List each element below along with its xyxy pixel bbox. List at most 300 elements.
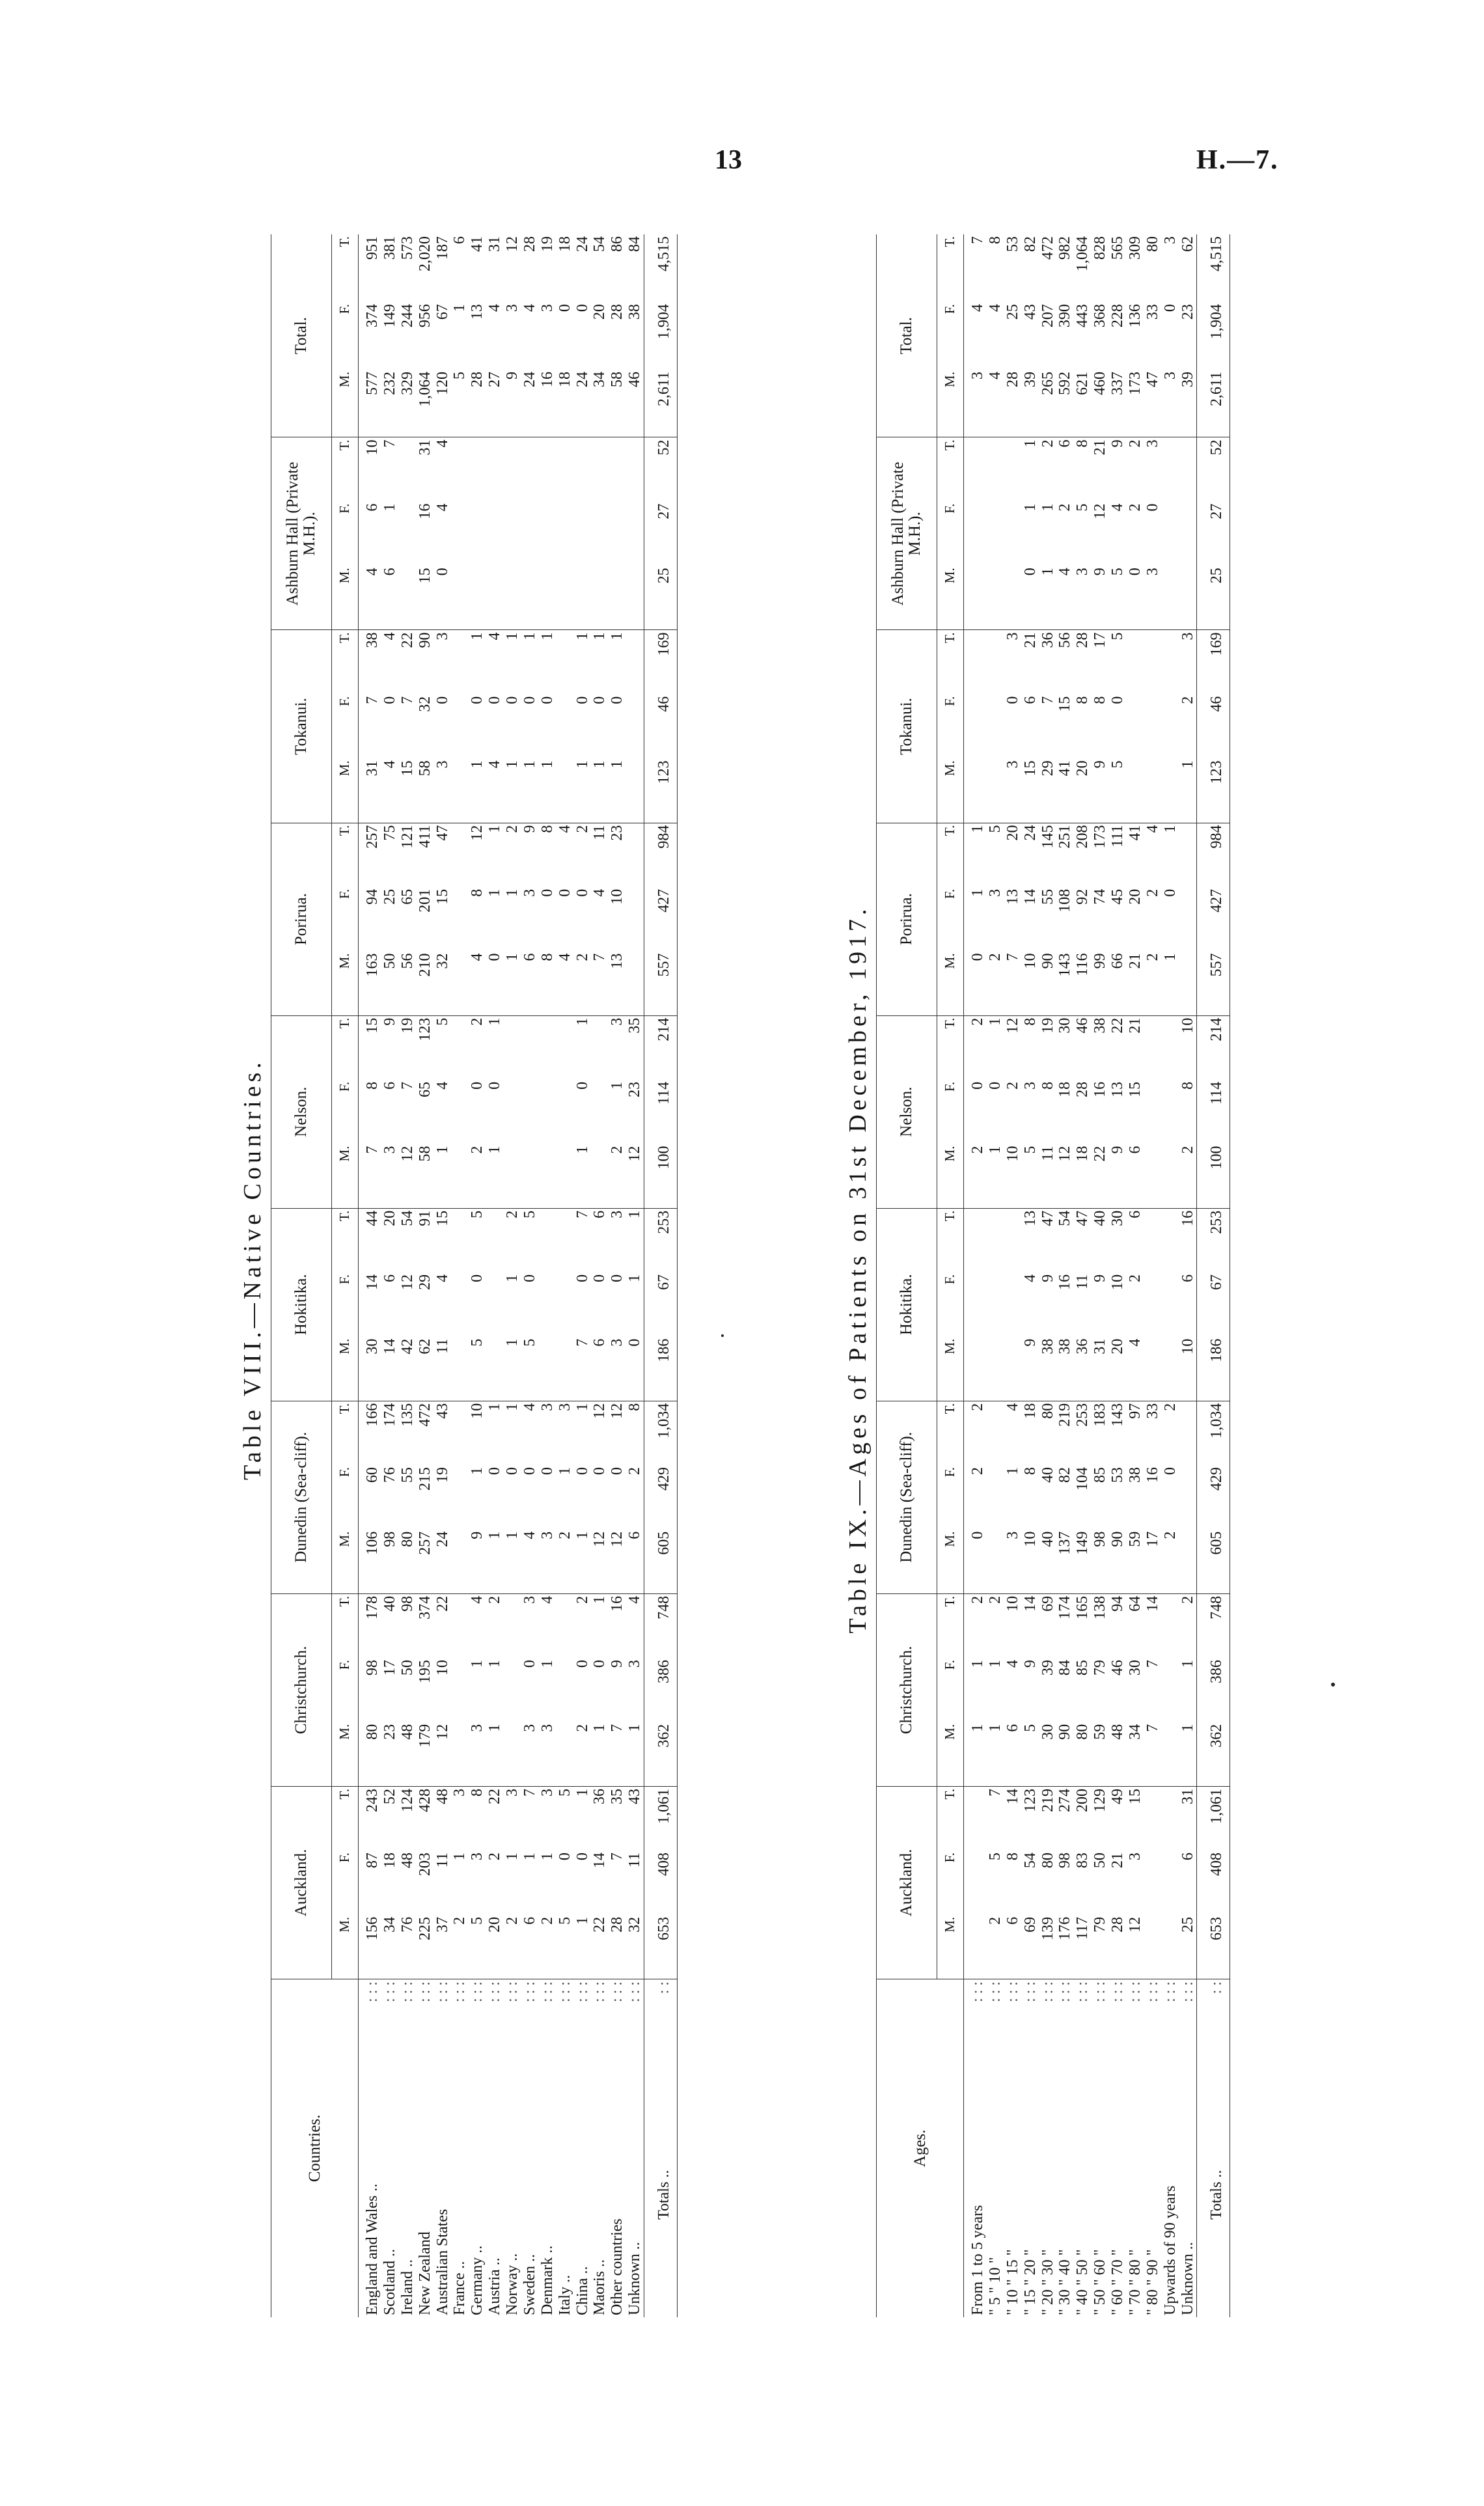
table-cell: 67 bbox=[433, 304, 451, 320]
table-viii-title: Table VIII.—Native Countries. bbox=[239, 1058, 266, 1480]
table-cell: 5 bbox=[1022, 1722, 1039, 1787]
table-cell: 12 bbox=[591, 1403, 609, 1419]
table-cell: 0 bbox=[573, 1660, 591, 1668]
table-cell: 174 bbox=[1056, 1595, 1074, 1619]
table-cell: 6 bbox=[1126, 1210, 1144, 1219]
table-cell: 59 bbox=[1092, 1722, 1109, 1787]
totals-cell: 253 bbox=[1197, 1208, 1230, 1273]
totals-cell: 984 bbox=[644, 823, 678, 887]
unit-header: Auckland. bbox=[877, 1786, 937, 1979]
table-cell: 44 bbox=[364, 1210, 381, 1226]
table-cell: 2 bbox=[574, 1722, 592, 1787]
unit-header: Nelson. bbox=[271, 1015, 332, 1208]
table-cell: 20 bbox=[1004, 825, 1021, 841]
table-cell: 0 bbox=[1127, 566, 1144, 630]
table-cell bbox=[486, 1273, 504, 1337]
table-cell: 8 bbox=[1074, 696, 1092, 704]
sex-subheader: T. bbox=[332, 437, 359, 502]
table-cell bbox=[451, 502, 469, 566]
table-cell: 1 bbox=[574, 1530, 592, 1594]
table-cell: 5 bbox=[469, 1337, 486, 1401]
table-cell: 16 bbox=[609, 1595, 626, 1612]
table-cell: 5 bbox=[521, 1210, 538, 1219]
table-cell: 1 bbox=[469, 632, 486, 640]
page-number: 13 bbox=[715, 145, 742, 175]
sex-subheader: T. bbox=[332, 1208, 359, 1273]
table-cell: 2 bbox=[986, 1595, 1004, 1604]
leader-dots: : : : bbox=[573, 1981, 591, 2003]
table-cell: 4 bbox=[359, 566, 381, 630]
table-cell: 8 bbox=[469, 1788, 486, 1797]
table-cell: 1 bbox=[986, 1017, 1004, 1026]
table-cell bbox=[1004, 566, 1022, 630]
table-cell: 11 bbox=[1074, 1274, 1092, 1290]
table-cell: 156 bbox=[359, 1915, 381, 1979]
table-cell: 32 bbox=[626, 1915, 644, 1979]
table-cell bbox=[451, 1080, 469, 1144]
table-row bbox=[451, 234, 469, 2317]
table-cell: 7 bbox=[986, 1788, 1004, 1797]
table-cell bbox=[964, 630, 987, 695]
table-cell: 3 bbox=[538, 1788, 556, 1797]
table-cell: 309 bbox=[1126, 236, 1144, 260]
table-cell: 4 bbox=[1021, 1274, 1039, 1282]
table-cell: 1 bbox=[969, 825, 986, 833]
table-cell bbox=[591, 502, 609, 566]
table-cell: 34 bbox=[381, 1915, 399, 1979]
table-cell: 0 bbox=[1144, 503, 1161, 512]
table-cell: 13 bbox=[1109, 1081, 1126, 1097]
table-cell bbox=[1179, 823, 1197, 887]
table-cell: 2 bbox=[1144, 951, 1162, 1015]
table-cell bbox=[556, 1722, 574, 1787]
table-row bbox=[1179, 234, 1197, 2317]
table-cell: 0 bbox=[591, 1660, 609, 1668]
table-cell: 0 bbox=[504, 696, 521, 704]
table-cell bbox=[1144, 630, 1162, 695]
table-cell bbox=[539, 1015, 556, 1080]
table-cell: 1 bbox=[486, 825, 504, 833]
row-label: Ireland .. bbox=[398, 2259, 416, 2315]
table-cell: 149 bbox=[1074, 1530, 1092, 1594]
table-cell: 5 bbox=[451, 370, 469, 437]
table-cell: 9 bbox=[1109, 439, 1126, 448]
table-cell bbox=[987, 566, 1004, 630]
table-cell: 4 bbox=[1004, 1660, 1021, 1668]
table-cell: 0 bbox=[381, 696, 398, 704]
totals-cell: 1,904 bbox=[1197, 302, 1230, 370]
table-cell: 5 bbox=[1022, 1144, 1039, 1209]
table-cell: 4 bbox=[1109, 503, 1126, 512]
table-cell bbox=[556, 758, 574, 823]
table-cell: 0 bbox=[521, 1467, 538, 1475]
table-cell: 16 bbox=[1056, 1274, 1074, 1290]
table-cell: 173 bbox=[1127, 370, 1144, 437]
table-cell: 17 bbox=[381, 1660, 398, 1676]
table-cell: 0 bbox=[591, 1274, 609, 1282]
table-cell: 3 bbox=[469, 1852, 486, 1861]
table-cell: 13 bbox=[469, 304, 486, 320]
print-speck bbox=[721, 1334, 724, 1337]
table-cell: 6 bbox=[626, 1530, 644, 1594]
table-cell: 0 bbox=[1022, 566, 1039, 630]
totals-cell: 4,515 bbox=[1197, 234, 1230, 302]
table-cell: 28 bbox=[1074, 1081, 1092, 1097]
table-cell: 8 bbox=[1021, 1017, 1039, 1026]
table-cell bbox=[1179, 1401, 1197, 1465]
table-cell: 2 bbox=[451, 1915, 469, 1979]
table-cell bbox=[626, 437, 644, 502]
table-cell: 0 bbox=[469, 1274, 486, 1282]
sex-subheader: M. bbox=[937, 1530, 964, 1594]
table-cell: 6 bbox=[521, 1915, 539, 1979]
table-cell: 28 bbox=[521, 236, 538, 252]
table-cell: 7 bbox=[573, 1210, 591, 1219]
table-cell: 0 bbox=[573, 888, 591, 897]
table-cell: 108 bbox=[1056, 888, 1074, 913]
table-cell: 1 bbox=[591, 758, 609, 823]
table-cell: 2 bbox=[969, 1403, 986, 1411]
table-cell: 30 bbox=[1126, 1660, 1144, 1676]
table-cell: 187 bbox=[433, 236, 451, 260]
table-cell: 9 bbox=[521, 825, 538, 833]
table-cell: 6 bbox=[1004, 1722, 1022, 1787]
table-cell: 1 bbox=[538, 632, 556, 640]
totals-cell: 748 bbox=[644, 1593, 678, 1658]
table-cell: 2 bbox=[1126, 1274, 1144, 1282]
sex-subheader: F. bbox=[937, 1080, 964, 1144]
table-cell: 215 bbox=[416, 1467, 433, 1491]
table-cell: 7 bbox=[1004, 951, 1022, 1015]
table-cell: 138 bbox=[1092, 1595, 1109, 1619]
table-cell: 1 bbox=[1179, 758, 1197, 823]
table-cell: 5 bbox=[556, 1788, 573, 1797]
unit-header: Total. bbox=[271, 234, 332, 437]
table-cell bbox=[539, 1208, 556, 1273]
table-cell: 48 bbox=[399, 1722, 417, 1787]
sex-subheader: T. bbox=[332, 1593, 359, 1658]
table-cell bbox=[1162, 758, 1179, 823]
unit-header: Dunedin (Sea-cliff). bbox=[877, 1401, 937, 1593]
table-cell: 1 bbox=[1004, 1466, 1021, 1475]
table-cell: 4 bbox=[381, 758, 399, 823]
sex-subheader: M. bbox=[937, 1337, 964, 1401]
table-cell: 91 bbox=[416, 1210, 433, 1226]
table-cell: 39 bbox=[1039, 1660, 1056, 1676]
table-cell: 1 bbox=[381, 503, 398, 512]
table-cell: 8 bbox=[1021, 1466, 1039, 1475]
table-cell bbox=[556, 1337, 574, 1401]
table-cell: 29 bbox=[416, 1274, 433, 1290]
table-cell: 8 bbox=[1092, 696, 1109, 704]
label-column-header: Ages. bbox=[877, 1979, 964, 2317]
table-cell: 4 bbox=[433, 439, 451, 448]
table-cell: 14 bbox=[1021, 1595, 1039, 1612]
table-row bbox=[539, 234, 556, 2317]
table-cell: 12 bbox=[609, 1530, 626, 1594]
table-cell: 6 bbox=[521, 951, 539, 1015]
table-cell: 265 bbox=[1039, 370, 1057, 437]
table-cell: 7 bbox=[609, 1852, 626, 1861]
table-cell: 390 bbox=[1056, 304, 1074, 328]
table-cell: 86 bbox=[609, 236, 626, 252]
table-cell bbox=[1162, 1593, 1179, 1658]
table-cell: 8 bbox=[986, 236, 1004, 244]
table-cell: 47 bbox=[433, 825, 451, 841]
table-cell: 6 bbox=[451, 236, 469, 244]
table-cell: 69 bbox=[1039, 1595, 1056, 1612]
table-cell: 74 bbox=[1092, 888, 1109, 905]
table-cell: 24 bbox=[1021, 825, 1039, 841]
table-cell: 20 bbox=[591, 304, 609, 320]
sex-subheader: F. bbox=[332, 887, 359, 952]
table-cell: 98 bbox=[1092, 1530, 1109, 1594]
totals-cell: 186 bbox=[644, 1337, 678, 1401]
table-cell bbox=[964, 1208, 987, 1273]
totals-cell: 362 bbox=[644, 1722, 678, 1787]
table-cell: 46 bbox=[1109, 1660, 1126, 1676]
table-cell: 3 bbox=[538, 1403, 556, 1411]
table-cell bbox=[591, 566, 609, 630]
unit-header: Porirua. bbox=[271, 823, 332, 1015]
table-cell: 80 bbox=[1144, 236, 1161, 252]
table-cell: 6 bbox=[1179, 1274, 1196, 1282]
table-cell: 1 bbox=[1021, 503, 1039, 512]
table-cell: 45 bbox=[1109, 888, 1126, 905]
table-cell: 11 bbox=[434, 1337, 452, 1401]
table-cell: 40 bbox=[1092, 1210, 1109, 1226]
table-cell: 16 bbox=[539, 370, 556, 437]
leader-dots: : : bbox=[1197, 1979, 1230, 2041]
table-cell: 3 bbox=[539, 1530, 556, 1594]
table-cell: 0 bbox=[573, 304, 591, 312]
totals-cell: 1,904 bbox=[644, 302, 678, 370]
table-cell: 1 bbox=[469, 1660, 486, 1668]
table-cell: 22 bbox=[1109, 1017, 1126, 1034]
table-cell: 145 bbox=[1039, 825, 1056, 849]
table-cell: 24 bbox=[574, 370, 592, 437]
table-cell bbox=[987, 1273, 1004, 1337]
table-cell: 120 bbox=[434, 370, 452, 437]
table-cell bbox=[556, 566, 574, 630]
row-label: Other countries bbox=[609, 2218, 626, 2315]
table-cell: 411 bbox=[416, 825, 433, 848]
table-cell: 10 bbox=[433, 1660, 451, 1676]
totals-cell: 653 bbox=[644, 1915, 678, 1979]
table-cell: 0 bbox=[538, 1467, 556, 1475]
table-cell: 1 bbox=[538, 1852, 556, 1861]
table-row bbox=[626, 234, 644, 2317]
table-cell: 10 bbox=[1022, 1530, 1039, 1594]
unit-header: Ashburn Hall (Private M.H.). bbox=[271, 437, 332, 630]
table-cell: 0 bbox=[538, 888, 556, 897]
totals-cell: 748 bbox=[1197, 1593, 1230, 1658]
table-cell: 274 bbox=[1056, 1788, 1074, 1812]
sex-subheader: F. bbox=[937, 887, 964, 952]
totals-cell: 1,034 bbox=[644, 1401, 678, 1465]
table-cell: 1 bbox=[504, 632, 521, 640]
leader-dots: : : : bbox=[1109, 1981, 1126, 2003]
table-cell bbox=[539, 1144, 556, 1209]
table-cell: 428 bbox=[416, 1788, 433, 1812]
table-cell: 2 bbox=[573, 825, 591, 833]
table-cell: 54 bbox=[398, 1210, 416, 1226]
table-cell: 1 bbox=[574, 1915, 592, 1979]
table-cell: 50 bbox=[1092, 1852, 1109, 1869]
table-cell: 16 bbox=[416, 503, 433, 519]
table-cell: 6 bbox=[381, 1274, 398, 1282]
row-label: " 15 " 20 " bbox=[1021, 2249, 1039, 2315]
table-cell: 9 bbox=[469, 1530, 486, 1594]
sex-subheader: T. bbox=[332, 823, 359, 887]
table-cell bbox=[469, 437, 486, 502]
table-row bbox=[1039, 234, 1057, 2317]
table-row bbox=[1144, 234, 1162, 2317]
sex-subheader: F. bbox=[332, 1273, 359, 1337]
table-cell: 18 bbox=[556, 370, 574, 437]
table-viii bbox=[271, 234, 678, 2317]
sex-subheader: M. bbox=[332, 951, 359, 1015]
table-cell: 9 bbox=[1021, 1660, 1039, 1668]
table-cell: 4 bbox=[1127, 1337, 1144, 1401]
table-cell bbox=[504, 1015, 521, 1080]
table-row bbox=[486, 234, 504, 2317]
table-cell: 11 bbox=[433, 1852, 451, 1868]
totals-cell: 25 bbox=[1197, 566, 1230, 630]
table-cell: 12 bbox=[609, 1403, 626, 1419]
table-cell: 1 bbox=[486, 1144, 504, 1209]
totals-cell: 557 bbox=[1197, 951, 1230, 1015]
table-cell: 1 bbox=[626, 1722, 644, 1787]
leader-dots: : : : bbox=[451, 1981, 469, 2003]
row-label: " 80 " 90 " bbox=[1144, 2249, 1161, 2315]
table-cell: 21 bbox=[1021, 632, 1039, 648]
table-cell: 2 bbox=[987, 951, 1004, 1015]
table-cell: 18 bbox=[1074, 1144, 1092, 1209]
table-cell: 201 bbox=[416, 888, 433, 913]
table-cell: 443 bbox=[1074, 304, 1092, 328]
sex-subheader: F. bbox=[332, 1851, 359, 1915]
table-row bbox=[1022, 234, 1039, 2317]
table-cell: 374 bbox=[364, 304, 381, 328]
table-cell bbox=[609, 437, 626, 502]
table-cell: 13 bbox=[1021, 1210, 1039, 1226]
table-cell: 4 bbox=[486, 632, 504, 640]
table-cell: 38 bbox=[1126, 1466, 1144, 1483]
row-label: " 50 " 60 " bbox=[1092, 2249, 1109, 2315]
table-cell bbox=[1144, 1273, 1162, 1337]
table-cell: 3 bbox=[504, 1788, 521, 1797]
table-cell: 10 bbox=[1004, 1144, 1022, 1209]
table-cell: 80 bbox=[1039, 1403, 1056, 1419]
sex-subheader: M. bbox=[332, 1337, 359, 1401]
table-cell: 1,064 bbox=[417, 370, 434, 437]
sex-subheader: M. bbox=[937, 758, 964, 823]
table-cell bbox=[987, 1208, 1004, 1273]
table-cell: 0 bbox=[469, 696, 486, 704]
totals-cell: 114 bbox=[644, 1080, 678, 1144]
table-cell: 123 bbox=[1021, 1788, 1039, 1812]
table-cell: 24 bbox=[521, 370, 539, 437]
table-cell: 3 bbox=[1126, 1852, 1144, 1861]
table-cell bbox=[626, 566, 644, 630]
table-cell: 48 bbox=[398, 1852, 416, 1869]
table-cell: 3 bbox=[1021, 1081, 1039, 1090]
table-cell: 0 bbox=[573, 1274, 591, 1282]
leader-dots: : : : bbox=[416, 1981, 433, 2003]
table-cell bbox=[521, 502, 539, 566]
table-cell: 22 bbox=[591, 1915, 609, 1979]
table-cell: 1 bbox=[1039, 503, 1056, 512]
table-cell: 35 bbox=[626, 1017, 644, 1034]
table-cell bbox=[574, 437, 592, 502]
sex-subheader: T. bbox=[937, 1593, 964, 1658]
table-cell: 82 bbox=[1021, 236, 1039, 252]
table-cell: 208 bbox=[1074, 825, 1092, 849]
leader-dots: : : : bbox=[609, 1981, 626, 2003]
table-cell: 12 bbox=[1056, 1144, 1074, 1209]
table-cell bbox=[521, 1144, 539, 1209]
table-cell bbox=[556, 1208, 574, 1273]
table-cell: 5 bbox=[1074, 503, 1092, 512]
table-cell: 3 bbox=[964, 370, 987, 437]
table-cell: 0 bbox=[969, 1081, 986, 1090]
table-cell: 41 bbox=[469, 236, 486, 252]
table-cell: 4 bbox=[969, 304, 986, 312]
table-cell: 4 bbox=[521, 304, 538, 312]
leader-dots: : : : bbox=[1039, 1981, 1056, 2003]
table-cell: 2 bbox=[504, 1210, 521, 1219]
table-cell: 9 bbox=[1022, 1337, 1039, 1401]
table-cell: 8 bbox=[364, 1081, 381, 1090]
totals-cell: 100 bbox=[644, 1144, 678, 1209]
table-cell: 2,020 bbox=[416, 236, 433, 271]
table-cell: 35 bbox=[609, 1788, 626, 1804]
table-cell: 3 bbox=[609, 1337, 626, 1401]
unit-header: Hokitika. bbox=[271, 1208, 332, 1401]
table-cell: 3 bbox=[433, 632, 451, 640]
table-cell: 8 bbox=[1039, 1081, 1056, 1090]
table-cell: 20 bbox=[486, 1915, 504, 1979]
table-cell: 12 bbox=[469, 825, 486, 841]
leader-dots: : : : bbox=[591, 1981, 609, 2003]
table-cell: 56 bbox=[1056, 632, 1074, 648]
sex-subheader: M. bbox=[332, 1144, 359, 1209]
table-cell: 2 bbox=[1179, 1144, 1197, 1209]
table-cell: 6 bbox=[381, 1081, 398, 1090]
table-cell: 368 bbox=[1092, 304, 1109, 328]
table-cell bbox=[1179, 1530, 1197, 1594]
table-cell: 25 bbox=[1179, 1915, 1197, 1979]
totals-cell: 253 bbox=[644, 1208, 678, 1273]
leader-dots: : : : bbox=[381, 1981, 398, 2003]
table-cell: 30 bbox=[359, 1337, 381, 1401]
table-cell: 9 bbox=[1092, 1274, 1109, 1282]
table-cell: 4 bbox=[987, 370, 1004, 437]
table-cell: 15 bbox=[364, 1017, 381, 1034]
table-cell: 2 bbox=[573, 1595, 591, 1604]
table-cell: 257 bbox=[417, 1530, 434, 1594]
table-cell: 2 bbox=[1039, 439, 1056, 448]
table-cell: 82 bbox=[1056, 1466, 1074, 1483]
table-cell bbox=[486, 566, 504, 630]
table-cell: 84 bbox=[1056, 1660, 1074, 1676]
table-cell: 46 bbox=[626, 370, 644, 437]
table-cell bbox=[626, 758, 644, 823]
table-cell: 0 bbox=[521, 696, 538, 704]
table-cell: 10 bbox=[364, 439, 381, 456]
table-cell: 7 bbox=[591, 951, 609, 1015]
